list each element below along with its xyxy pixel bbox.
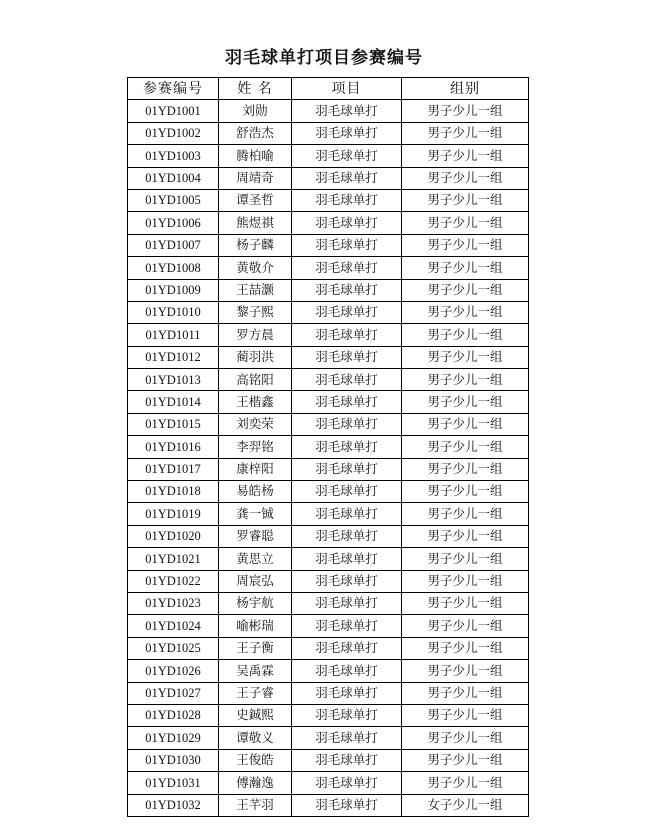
event-cell: 羽毛球单打 bbox=[292, 660, 402, 682]
entry-id-cell: 01YD1022 bbox=[128, 570, 219, 592]
group-cell: 男子少儿一组 bbox=[402, 324, 529, 346]
event-cell: 羽毛球单打 bbox=[292, 481, 402, 503]
event-cell: 羽毛球单打 bbox=[292, 279, 402, 301]
group-cell: 男子少儿一组 bbox=[402, 301, 529, 323]
event-cell: 羽毛球单打 bbox=[292, 167, 402, 189]
group-cell: 男子少儿一组 bbox=[402, 615, 529, 637]
group-cell: 男子少儿一组 bbox=[402, 369, 529, 391]
entry-id-cell: 01YD1013 bbox=[128, 369, 219, 391]
entry-id-cell: 01YD1032 bbox=[128, 794, 219, 816]
athlete-name-cell: 吴禹霖 bbox=[219, 660, 292, 682]
table-header-row bbox=[128, 78, 529, 100]
group-cell: 男子少儿一组 bbox=[402, 637, 529, 659]
athlete-name-cell: 黎子熙 bbox=[219, 301, 292, 323]
table-row bbox=[128, 279, 529, 301]
athlete-name-cell: 熊煜祺 bbox=[219, 212, 292, 234]
event-cell: 羽毛球单打 bbox=[292, 503, 402, 525]
athlete-name-cell: 史鋮熙 bbox=[219, 704, 292, 726]
group-cell: 男子少儿一组 bbox=[402, 391, 529, 413]
group-cell: 男子少儿一组 bbox=[402, 145, 529, 167]
table-row bbox=[128, 257, 529, 279]
table-row bbox=[128, 481, 529, 503]
table-row bbox=[128, 234, 529, 256]
event-cell: 羽毛球单打 bbox=[292, 794, 402, 816]
entry-id-cell: 01YD1002 bbox=[128, 122, 219, 144]
table-row bbox=[128, 458, 529, 480]
group-cell: 男子少儿一组 bbox=[402, 212, 529, 234]
event-cell: 羽毛球单打 bbox=[292, 413, 402, 435]
entry-id-cell: 01YD1006 bbox=[128, 212, 219, 234]
table-row bbox=[128, 324, 529, 346]
event-cell: 羽毛球单打 bbox=[292, 369, 402, 391]
group-cell: 男子少儿一组 bbox=[402, 749, 529, 771]
event-cell: 羽毛球单打 bbox=[292, 145, 402, 167]
table-row bbox=[128, 660, 529, 682]
event-cell: 羽毛球单打 bbox=[292, 458, 402, 480]
table-row bbox=[128, 749, 529, 771]
entry-id-cell: 01YD1005 bbox=[128, 189, 219, 211]
table-row bbox=[128, 548, 529, 570]
group-cell: 男子少儿一组 bbox=[402, 436, 529, 458]
group-cell: 男子少儿一组 bbox=[402, 234, 529, 256]
entry-id-cell: 01YD1026 bbox=[128, 660, 219, 682]
event-cell: 羽毛球单打 bbox=[292, 525, 402, 547]
group-cell: 男子少儿一组 bbox=[402, 413, 529, 435]
event-cell: 羽毛球单打 bbox=[292, 122, 402, 144]
column-header-event: 项目 bbox=[292, 78, 402, 100]
athlete-name-cell: 康梓阳 bbox=[219, 458, 292, 480]
group-cell: 男子少儿一组 bbox=[402, 503, 529, 525]
table-row bbox=[128, 704, 529, 726]
athlete-name-cell: 王喆灏 bbox=[219, 279, 292, 301]
event-cell: 羽毛球单打 bbox=[292, 301, 402, 323]
entry-id-cell: 01YD1009 bbox=[128, 279, 219, 301]
table-row bbox=[128, 100, 529, 122]
table-row bbox=[128, 682, 529, 704]
athlete-name-cell: 谭圣哲 bbox=[219, 189, 292, 211]
entry-id-cell: 01YD1014 bbox=[128, 391, 219, 413]
table-row bbox=[128, 637, 529, 659]
page-title: 羽毛球单打项目参赛编号 bbox=[225, 48, 423, 68]
entry-id-cell: 01YD1024 bbox=[128, 615, 219, 637]
table-row bbox=[128, 503, 529, 525]
athlete-name-cell: 王芊羽 bbox=[219, 794, 292, 816]
entry-id-cell: 01YD1004 bbox=[128, 167, 219, 189]
table-row bbox=[128, 145, 529, 167]
group-cell: 男子少儿一组 bbox=[402, 458, 529, 480]
event-cell: 羽毛球单打 bbox=[292, 615, 402, 637]
entry-id-cell: 01YD1028 bbox=[128, 704, 219, 726]
entry-id-cell: 01YD1015 bbox=[128, 413, 219, 435]
group-cell: 男子少儿一组 bbox=[402, 122, 529, 144]
table-body bbox=[128, 100, 529, 817]
entry-id-cell: 01YD1016 bbox=[128, 436, 219, 458]
entry-id-cell: 01YD1021 bbox=[128, 548, 219, 570]
event-cell: 羽毛球单打 bbox=[292, 100, 402, 122]
entry-id-cell: 01YD1027 bbox=[128, 682, 219, 704]
event-cell: 羽毛球单打 bbox=[292, 346, 402, 368]
entry-id-cell: 01YD1017 bbox=[128, 458, 219, 480]
entry-id-cell: 01YD1023 bbox=[128, 592, 219, 614]
event-cell: 羽毛球单打 bbox=[292, 592, 402, 614]
entry-id-cell: 01YD1018 bbox=[128, 481, 219, 503]
group-cell: 男子少儿一组 bbox=[402, 167, 529, 189]
event-cell: 羽毛球单打 bbox=[292, 189, 402, 211]
table-row bbox=[128, 436, 529, 458]
event-cell: 羽毛球单打 bbox=[292, 727, 402, 749]
athlete-name-cell: 舒浩杰 bbox=[219, 122, 292, 144]
group-cell: 男子少儿一组 bbox=[402, 660, 529, 682]
table-row bbox=[128, 122, 529, 144]
column-header-id: 参赛编号 bbox=[128, 78, 219, 100]
athlete-name-cell: 刘勋 bbox=[219, 100, 292, 122]
table-row bbox=[128, 391, 529, 413]
group-cell: 男子少儿一组 bbox=[402, 570, 529, 592]
event-cell: 羽毛球单打 bbox=[292, 257, 402, 279]
entry-id-cell: 01YD1007 bbox=[128, 234, 219, 256]
table-row bbox=[128, 570, 529, 592]
table-row bbox=[128, 212, 529, 234]
entry-id-cell: 01YD1029 bbox=[128, 727, 219, 749]
group-cell: 男子少儿一组 bbox=[402, 346, 529, 368]
event-cell: 羽毛球单打 bbox=[292, 637, 402, 659]
entry-id-cell: 01YD1030 bbox=[128, 749, 219, 771]
athlete-name-cell: 罗方晨 bbox=[219, 324, 292, 346]
group-cell: 男子少儿一组 bbox=[402, 592, 529, 614]
entry-number-table bbox=[127, 77, 529, 817]
athlete-name-cell: 周宸弘 bbox=[219, 570, 292, 592]
athlete-name-cell: 罗睿聪 bbox=[219, 525, 292, 547]
athlete-name-cell: 龚一铖 bbox=[219, 503, 292, 525]
athlete-name-cell: 王子睿 bbox=[219, 682, 292, 704]
athlete-name-cell: 周靖奇 bbox=[219, 167, 292, 189]
column-header-name: 姓 名 bbox=[219, 78, 292, 100]
athlete-name-cell: 黄敬介 bbox=[219, 257, 292, 279]
table-row bbox=[128, 301, 529, 323]
event-cell: 羽毛球单打 bbox=[292, 391, 402, 413]
athlete-name-cell: 蔺羽洪 bbox=[219, 346, 292, 368]
entry-id-cell: 01YD1020 bbox=[128, 525, 219, 547]
athlete-name-cell: 杨子麟 bbox=[219, 234, 292, 256]
athlete-name-cell: 李羿铭 bbox=[219, 436, 292, 458]
entry-id-cell: 01YD1008 bbox=[128, 257, 219, 279]
table-row bbox=[128, 369, 529, 391]
athlete-name-cell: 杨宇航 bbox=[219, 592, 292, 614]
athlete-name-cell: 黄思立 bbox=[219, 548, 292, 570]
entry-id-cell: 01YD1031 bbox=[128, 772, 219, 794]
entry-id-cell: 01YD1019 bbox=[128, 503, 219, 525]
athlete-name-cell: 腾柏喻 bbox=[219, 145, 292, 167]
event-cell: 羽毛球单打 bbox=[292, 749, 402, 771]
table-row bbox=[128, 727, 529, 749]
group-cell: 男子少儿一组 bbox=[402, 525, 529, 547]
athlete-name-cell: 易皓杨 bbox=[219, 481, 292, 503]
group-cell: 男子少儿一组 bbox=[402, 772, 529, 794]
table-row bbox=[128, 592, 529, 614]
table-row bbox=[128, 525, 529, 547]
group-cell: 女子少儿一组 bbox=[402, 794, 529, 816]
table-row bbox=[128, 772, 529, 794]
table-row bbox=[128, 346, 529, 368]
table-row bbox=[128, 167, 529, 189]
entry-id-cell: 01YD1011 bbox=[128, 324, 219, 346]
athlete-name-cell: 刘奕荣 bbox=[219, 413, 292, 435]
event-cell: 羽毛球单打 bbox=[292, 682, 402, 704]
table-row bbox=[128, 794, 529, 816]
event-cell: 羽毛球单打 bbox=[292, 324, 402, 346]
entry-id-cell: 01YD1003 bbox=[128, 145, 219, 167]
group-cell: 男子少儿一组 bbox=[402, 100, 529, 122]
entry-id-cell: 01YD1025 bbox=[128, 637, 219, 659]
event-cell: 羽毛球单打 bbox=[292, 212, 402, 234]
athlete-name-cell: 高铭阳 bbox=[219, 369, 292, 391]
table-row bbox=[128, 189, 529, 211]
event-cell: 羽毛球单打 bbox=[292, 548, 402, 570]
group-cell: 男子少儿一组 bbox=[402, 727, 529, 749]
event-cell: 羽毛球单打 bbox=[292, 234, 402, 256]
event-cell: 羽毛球单打 bbox=[292, 772, 402, 794]
group-cell: 男子少儿一组 bbox=[402, 189, 529, 211]
entry-id-cell: 01YD1001 bbox=[128, 100, 219, 122]
group-cell: 男子少儿一组 bbox=[402, 279, 529, 301]
event-cell: 羽毛球单打 bbox=[292, 436, 402, 458]
athlete-name-cell: 谭敬义 bbox=[219, 727, 292, 749]
entry-id-cell: 01YD1010 bbox=[128, 301, 219, 323]
group-cell: 男子少儿一组 bbox=[402, 548, 529, 570]
athlete-name-cell: 王俊皓 bbox=[219, 749, 292, 771]
column-header-group: 组别 bbox=[402, 78, 529, 100]
athlete-name-cell: 王楷鑫 bbox=[219, 391, 292, 413]
table-row bbox=[128, 615, 529, 637]
event-cell: 羽毛球单打 bbox=[292, 704, 402, 726]
entry-id-cell: 01YD1012 bbox=[128, 346, 219, 368]
athlete-name-cell: 喻彬瑞 bbox=[219, 615, 292, 637]
group-cell: 男子少儿一组 bbox=[402, 481, 529, 503]
group-cell: 男子少儿一组 bbox=[402, 257, 529, 279]
event-cell: 羽毛球单打 bbox=[292, 570, 402, 592]
table-row bbox=[128, 413, 529, 435]
athlete-name-cell: 王子衡 bbox=[219, 637, 292, 659]
group-cell: 男子少儿一组 bbox=[402, 704, 529, 726]
athlete-name-cell: 傅瀚逸 bbox=[219, 772, 292, 794]
group-cell: 男子少儿一组 bbox=[402, 682, 529, 704]
